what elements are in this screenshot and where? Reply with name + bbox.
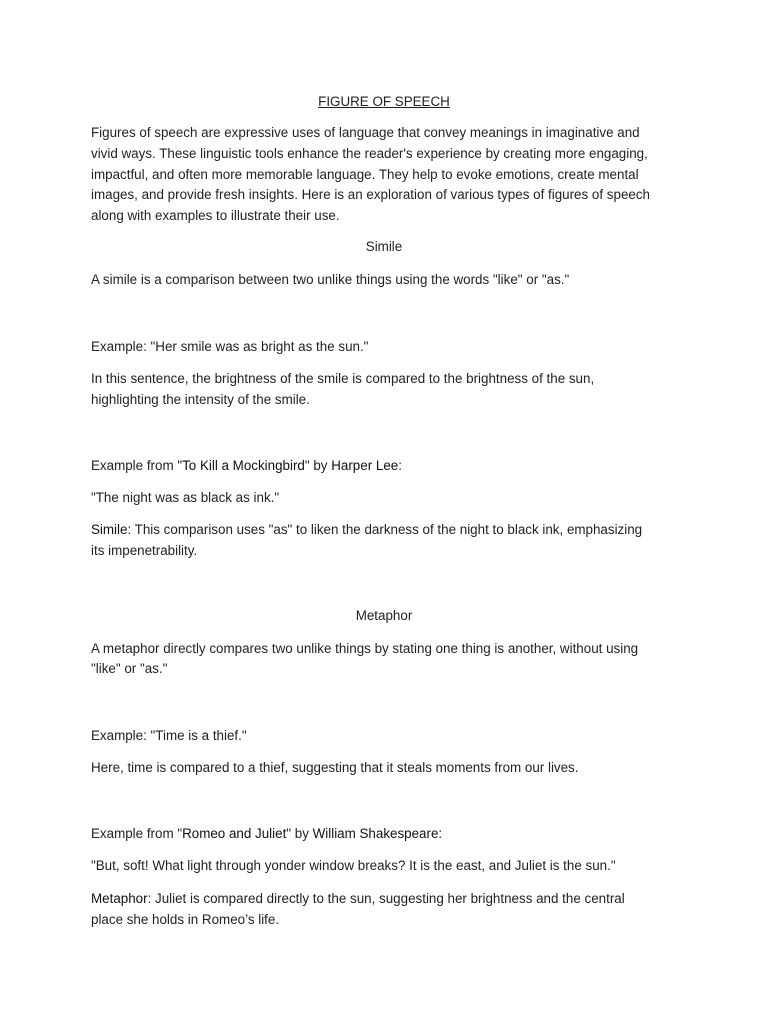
simile-example: Example: "Her smile was as bright as the sun." — [91, 339, 369, 354]
simile-definition: A simile is a comparison between two unlike things using the words "like" or "as." — [91, 272, 570, 287]
simile-analysis-line: its impenetrability. — [91, 543, 198, 558]
document-title: FIGURE OF SPEECH — [318, 94, 450, 109]
metaphor-definition-line: "like" or "as." — [91, 661, 168, 676]
metaphor-literary-example — [91, 824, 442, 844]
simile-explanation-line: In this sentence, the brightness of the smile is compared to the brightness of the sun, — [91, 371, 595, 386]
literary-prefix: Example from " — [91, 826, 183, 841]
analysis-label: Simile — [91, 522, 128, 537]
simile-analysis — [91, 520, 642, 540]
literary-prefix: Example from " — [91, 458, 183, 473]
literary-by: " by — [286, 826, 313, 841]
author-name: Harper Lee — [331, 458, 399, 473]
simile-quote: "The night was as black as ink." — [91, 490, 280, 505]
literary-end: : — [438, 826, 443, 841]
metaphor-example: Example: "Time is a thief." — [91, 728, 247, 743]
metaphor-analysis-line: place she holds in Romeo’s life. — [91, 912, 280, 927]
intro-line: images, and provide fresh insights. Here is an exploration of various types of figures of speech — [91, 187, 650, 202]
intro-line: impactful, and often more memorable language. They help to evoke emotions, create mental — [91, 167, 639, 182]
metaphor-analysis — [91, 889, 625, 909]
analysis-text: : This comparison uses "as" to liken the darkness of the night to black ink, emphasizing — [127, 522, 643, 537]
author-name: William Shakespeare — [312, 826, 439, 841]
book-title: Romeo and Juliet — [182, 826, 287, 841]
intro-line: Figures of speech are expressive uses of language that convey meanings in imaginative and — [91, 125, 640, 140]
metaphor-definition-line: A metaphor directly compares two unlike things by stating one thing is another, without using — [91, 641, 639, 656]
metaphor-heading: Metaphor — [355, 608, 413, 623]
simile-literary-example — [91, 456, 402, 476]
literary-by: " by — [304, 458, 332, 473]
metaphor-quote: "But, soft! What light through yonder window breaks? It is the east, and Juliet is the sun." — [91, 858, 616, 873]
analysis-label: Metaphor — [91, 891, 148, 906]
metaphor-explanation: Here, time is compared to a thief, suggesting that it steals moments from our lives. — [91, 760, 579, 775]
book-title: To Kill a Mockingbird — [182, 458, 305, 473]
simile-explanation-line: highlighting the intensity of the smile. — [91, 392, 310, 407]
intro-line: vivid ways. These linguistic tools enhance the reader's experience by creating more engaging, — [91, 146, 648, 161]
intro-line: along with examples to illustrate their use. — [91, 208, 340, 223]
literary-end: : — [398, 458, 402, 473]
analysis-text: : Juliet is compared directly to the sun, suggesting her brightness and the central — [147, 891, 625, 906]
simile-heading: Simile — [365, 239, 403, 254]
